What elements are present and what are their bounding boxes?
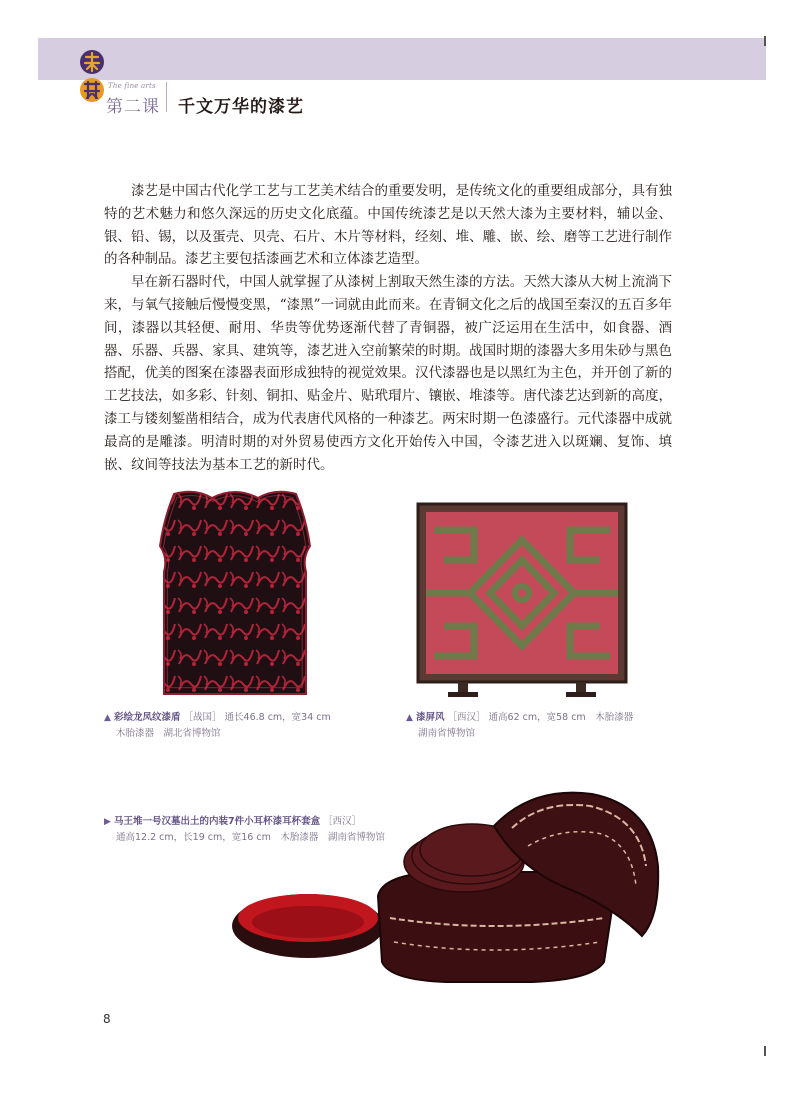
paragraph-2: 早在新石器时代，中国人就掌握了从漆树上割取天然生漆的方法。天然大漆从大树上流淌下来，与氧气接触后慢慢变黑，“漆黑”一词就由此而来。在青铜文化之后的战国至秦汉的五百多年间，漆器以其轻便、耐用、华贵等优势逐渐代替了青铜器，被广泛运用在生活中，如食器、酒器、乐器、兵器、家具、建筑等，漆艺进入空前繁荣的时期。战国时期的漆器大多用朱砂与黑色搭配，优美的图案在漆器表面形成独特的视觉效果。汉代漆器也是以黑红为主色，并开创了新的工艺技法，如多彩、针刻、铜扣、贴金片、贴玳瑁片、镶嵌、堆漆等。唐代漆艺达到新的高度，漆工与镂刻錾凿相结合，成为代表唐代风格的一种漆艺。两宋时期一色漆盛行。元代漆器中成就最高的是雕漆。明清时期的对外贸易使西方文化开始传入中国，令漆艺进入以斑斓、复饰、填嵌、纹间等技法为基本工艺的新时代。 [104, 274, 672, 473]
caption-arrow-icon: ▲ [406, 713, 413, 723]
ear-cup-set-image [232, 786, 662, 986]
caption-shield [104, 710, 364, 742]
body-text [104, 180, 672, 476]
caption-arrow-icon: ▶ [104, 817, 111, 827]
caption-screen [406, 710, 676, 742]
crop-mark-top [764, 36, 766, 46]
caption-screen-detail: ［西汉］ 通高62 cm，宽58 cm 木胎漆器 [447, 712, 634, 723]
caption-screen-title: 漆屏风 [415, 712, 445, 723]
caption-cups-location: 通高12.2 cm，长19 cm，宽16 cm 木胎漆器 湖南省博物馆 [116, 832, 385, 843]
crop-mark-bottom [764, 1046, 766, 1056]
caption-cups-title: 马王堆一号汉墓出土的内装7件小耳杯漆耳杯套盒 [113, 816, 321, 827]
caption-shield-location: 木胎漆器 湖北省博物馆 [116, 728, 221, 739]
caption-shield-title: 彩绘龙凤纹漆盾 [113, 712, 181, 723]
header-bar [38, 38, 766, 80]
paragraph-1: 漆艺是中国古代化学工艺与工艺美术结合的重要发明，是传统文化的重要组成部分，具有独特的艺术魅力和悠久深远的历史文化底蕴。中国传统漆艺是以天然大漆为主要材料，辅以金、银、铅、锡，以及蛋壳、贝壳、石片、木片等材料，经刻、堆、雕、嵌、绘、磨等工艺进行制作的各种制品。漆艺主要包括漆画艺术和立体漆艺造型。 [104, 183, 672, 268]
caption-shield-detail: ［战国］ 通长46.8 cm，宽34 cm [183, 712, 331, 723]
caption-arrow-icon: ▲ [104, 713, 111, 723]
title-divider [166, 82, 167, 112]
caption-cups-detail: ［西汉］ [323, 816, 362, 827]
caption-screen-location: 湖南省博物馆 [418, 728, 476, 739]
lacquer-screen-image [414, 500, 630, 700]
fine-arts-logo-icon [77, 48, 107, 110]
page-number: 8 [103, 1012, 111, 1026]
lacquer-shield-image [150, 488, 320, 700]
lesson-subtitle-en: The fine arts [108, 82, 156, 90]
page-title: 千文万华的漆艺 [178, 97, 304, 117]
lesson-number: 第二课 [106, 97, 160, 117]
